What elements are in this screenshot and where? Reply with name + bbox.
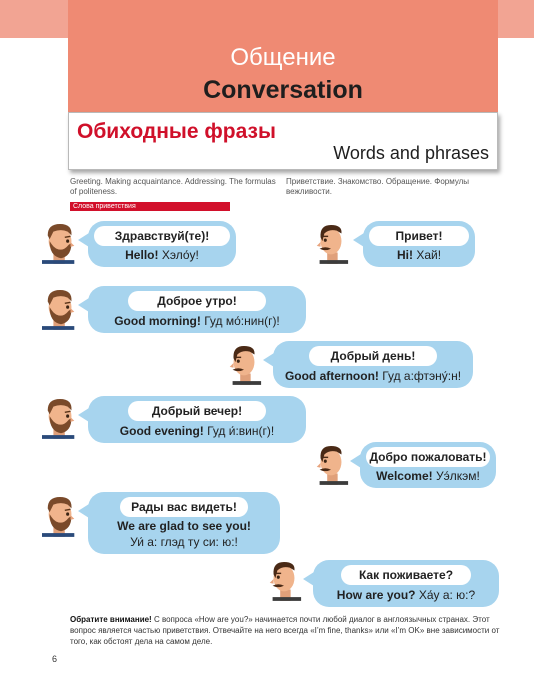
page-number: 6 [52,654,58,664]
avatar-man-bearded [42,288,80,330]
phrase-ru: Добро пожаловать! [366,447,490,467]
phrase-transcription: Хэло́у! [161,248,199,262]
description-en: Greeting. Making acquaintance. Addressing. The formulas of politeness. [70,177,276,196]
phrase-line [88,423,306,439]
phrase-transcription: Гуд и́:вин(г)! [207,424,275,438]
phrase-en: Good afternoon! [284,369,379,383]
phrase-bubble [88,396,306,443]
phrase-ru: Привет! [369,226,469,246]
phrase-line [360,468,496,484]
phrase-en: Good evening! [119,424,204,438]
phrase-en: We are glad to see you! [117,519,251,533]
phrase-transcription: Гуд мо́:нин(г)! [204,314,280,328]
phrase-bubble [360,442,496,488]
subsection-label: Слова приветствия [70,202,230,211]
avatar-man-mustache [312,222,350,264]
phrase-ru: Как поживаете? [341,565,471,585]
phrase-transcription: Хай! [416,248,442,262]
title-en: Conversation [203,76,363,104]
avatar-man-mustache [312,443,350,485]
phrase-en: Hi! [396,248,413,262]
section-title-en: Words and phrases [333,143,489,163]
phrase-bubble [88,286,306,333]
phrase-line [88,313,306,329]
phrase-transcription: Уи́ а: глэд ту си: ю:! [130,535,238,549]
avatar-man-bearded [42,495,80,537]
title-block [68,0,498,113]
phrase-line-tr [88,534,280,550]
note-text: С вопроса «How are you?» начинается почти любой диалог в англоязычных странах. Этот вопрос является частью приветствия. Отвечайте на него всегда «I’m fine, thanks» или «I’m OK» вне зависимости от того, как обстоят дела на самом деле. [70,615,500,646]
title-ru: Общение [230,44,336,71]
phrase-line [273,368,473,384]
avatar-man-bearded [42,397,80,439]
phrase-transcription: Уэ́лкэм! [435,469,480,483]
phrase-ru: Рады вас видеть! [120,497,248,517]
phrase-bubble [363,221,475,267]
description-ru: Приветствие. Знакомство. Обращение. Формулы вежливости. [286,177,470,196]
phrase-transcription: Ха́у а: ю:? [418,588,476,602]
phrase-en: Good morning! [114,314,201,328]
phrase-ru: Доброе утро! [128,291,266,311]
avatar-man-mustache [225,343,263,385]
note-bold: Обратите внимание! [70,615,152,624]
avatar-man-mustache [265,559,303,601]
attention-note [70,614,500,647]
phrase-en: How are you? [336,588,416,602]
phrase-bubble [88,492,280,554]
avatar-man-bearded [42,222,80,264]
section-title-ru: Обиходные фразы [77,120,276,143]
phrase-en: Welcome! [376,469,433,483]
phrase-line [363,247,475,263]
phrase-bubble [313,560,499,607]
phrase-bubble [88,221,236,267]
phrase-line-en [88,518,280,534]
phrase-line [88,247,236,263]
phrase-bubble [273,341,473,388]
phrase-ru: Добрый вечер! [128,401,266,421]
phrase-line [313,587,499,603]
phrase-ru: Добрый день! [309,346,437,366]
phrase-transcription: Гуд а:фтэну́:н! [382,369,462,383]
phrase-en: Hello! [125,248,159,262]
section-box [68,112,498,170]
phrase-ru: Здравствуй(те)! [94,226,230,246]
